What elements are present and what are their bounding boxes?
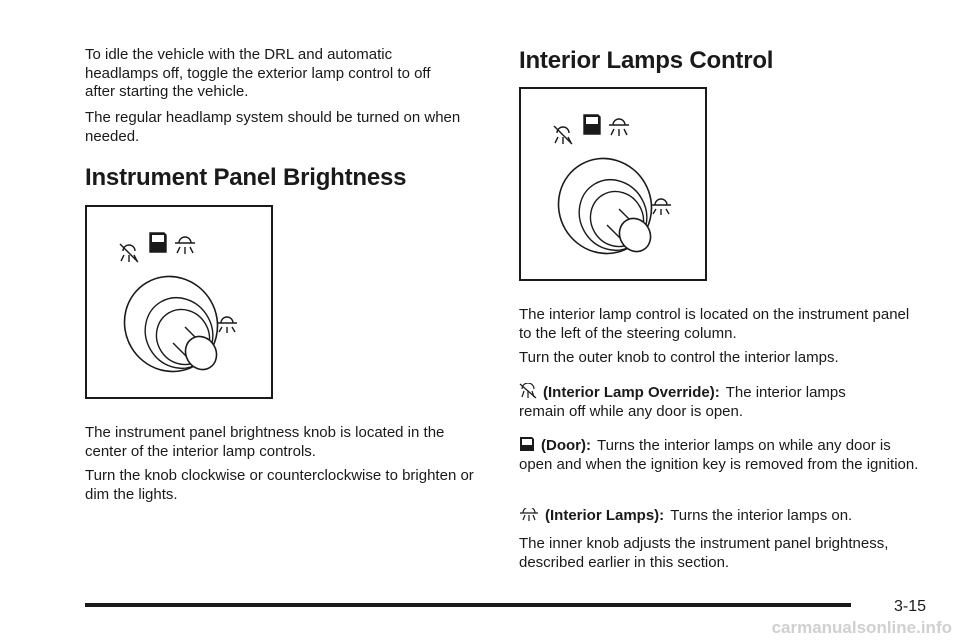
- list-item: [519, 383, 894, 421]
- item-description: Turns the interior lamps on.: [670, 507, 853, 524]
- paragraph: To idle the vehicle with the DRL and automatic headlamps off, toggle the exterior lamp control to off after starting the vehicle.: [85, 46, 431, 100]
- paragraph: The instrument panel brightness knob is located in the center of the interior lamp controls.: [85, 424, 445, 460]
- paragraph: Turn the knob clockwise or counterclockwise to brighten or dim the lights.: [85, 467, 474, 503]
- paragraph: The interior lamp control is located on the instrument panel to the left of the steering column.: [519, 306, 910, 342]
- item-term: (Door):: [541, 437, 591, 454]
- interior-lamps-icon: [519, 508, 539, 522]
- footer-rule: [85, 603, 851, 607]
- list-item: [519, 436, 919, 474]
- item-term: (Interior Lamp Override):: [543, 384, 720, 401]
- section-heading: Interior Lamps Control: [519, 47, 774, 74]
- item-description: The interior lamps remain off while any door is open.: [519, 384, 846, 420]
- paragraph: The inner knob adjusts the instrument panel brightness, described earlier in this section.: [519, 535, 889, 571]
- paragraph: Turn the outer knob to control the interior lamps.: [519, 349, 839, 366]
- item-term: (Interior Lamps):: [545, 507, 665, 524]
- instrument-panel-knob-figure: [85, 205, 273, 399]
- watermark: carmanualsonline.info: [771, 618, 952, 637]
- section-heading: Instrument Panel Brightness: [85, 164, 407, 191]
- interior-lamp-control-figure: [519, 87, 707, 281]
- lamp-control-knob-illustration: [87, 207, 271, 397]
- door-icon: [519, 436, 535, 452]
- page-number: 3-15: [893, 598, 926, 615]
- paragraph: The regular headlamp system should be turned on when needed.: [85, 109, 461, 145]
- lamp-control-knob-illustration: [521, 89, 705, 279]
- item-description: Turns the interior lamps on while any door is open and when the ignition key is removed from the ignition.: [519, 437, 919, 473]
- interior-lamp-override-icon: [519, 383, 537, 399]
- list-item: [519, 507, 919, 526]
